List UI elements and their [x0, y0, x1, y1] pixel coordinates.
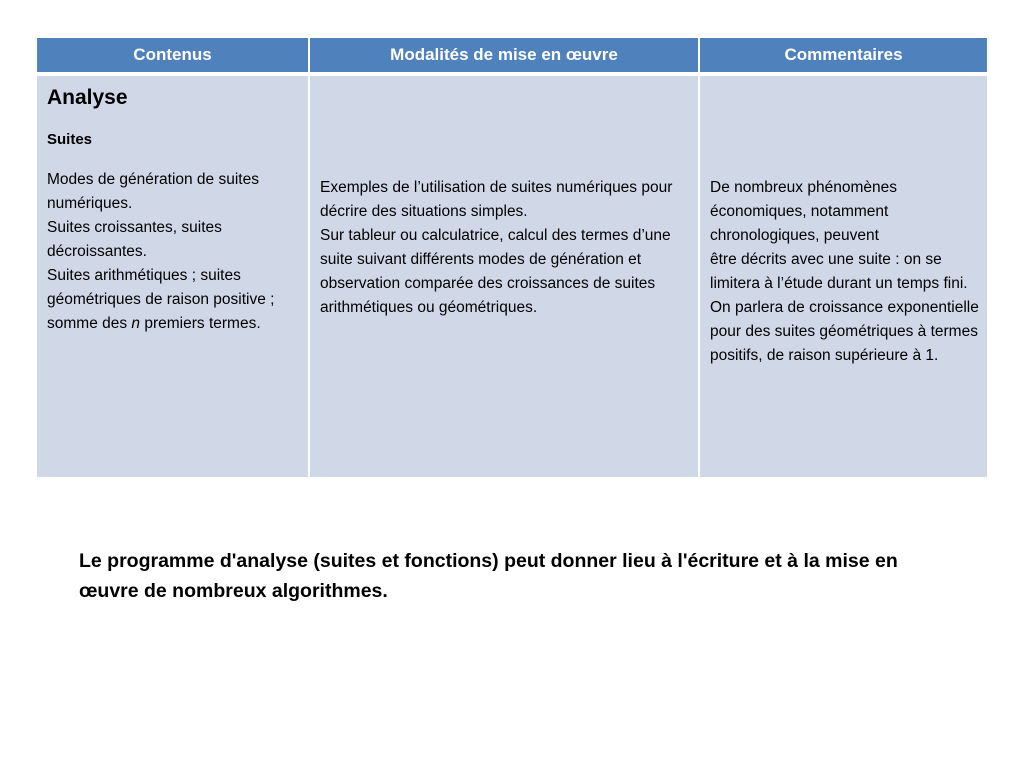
table-header-row — [37, 38, 987, 72]
contenus-line — [47, 264, 300, 336]
contenus-text: premiers termes. — [140, 315, 261, 332]
header-modalites: Modalités de mise en œuvre — [310, 38, 700, 72]
contenus-variable-n: n — [131, 315, 141, 332]
header-commentaires: Commentaires — [784, 45, 903, 64]
table-row — [37, 76, 987, 477]
note-paragraph: Le programme d'analyse (suites et fonctions) peut donner lieu à l'écriture et à la mise en œuvre de nombreux algorithmes. — [79, 550, 898, 602]
contenus-line: Modes de génération de suites numériques. — [47, 171, 259, 212]
section-title: Analyse — [47, 86, 128, 109]
modalites-line: Exemples de l’utilisation de suites numériques pour décrire des situations simples. — [320, 179, 673, 220]
modalites-line: Sur tableur ou calculatrice, calcul des termes d’une suite suivant différents modes de génération et observation comparée des croissances de suites arithmétiques ou géométriques. — [320, 227, 671, 316]
commentaires-line: On parlera de croissance exponentielle pour des suites géométriques à termes positifs, de raison supérieure à 1. — [710, 299, 979, 364]
contenus-text: Suites arithmétiques ; suites géométriques de raison positive ; somme des — [47, 267, 275, 332]
header-contenus: Contenus — [37, 38, 310, 72]
commentaires-line: être décrits avec une suite : on se limitera à l’étude durant un temps fini. — [710, 251, 968, 292]
cell-contenus — [37, 76, 310, 477]
cell-commentaires — [700, 76, 987, 477]
program-table — [37, 38, 987, 477]
contenus-line: Suites croissantes, suites décroissantes. — [47, 219, 222, 260]
cell-modalites — [310, 76, 700, 477]
commentaires-line: De nombreux phénomènes économiques, notamment chronologiques, peuvent — [710, 179, 897, 244]
subsection-title: Suites — [47, 131, 93, 148]
